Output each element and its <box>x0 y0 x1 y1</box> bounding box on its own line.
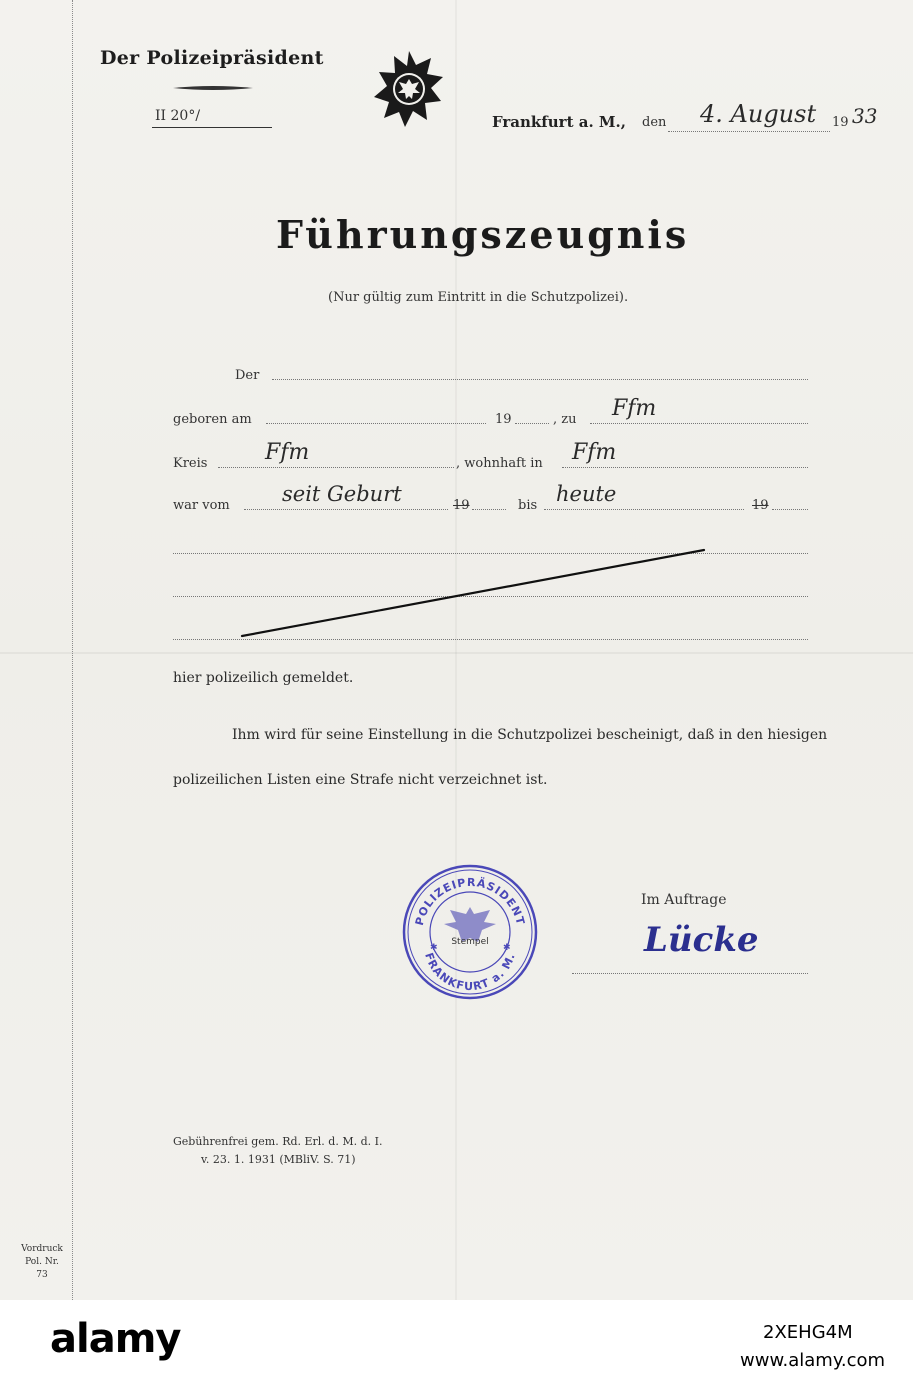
signature-dotted-line <box>572 973 808 974</box>
fee-note-line-1: Gebührenfrei gem. Rd. Erl. d. M. d. I. <box>173 1135 383 1148</box>
bis-value: heute <box>556 482 617 506</box>
image-id: 2XEHG4M <box>763 1322 853 1343</box>
registered-text: hier polizeilich gemeldet. <box>173 670 354 686</box>
wohnhaft-value: Ffm <box>572 440 617 465</box>
year-2-dotted-line <box>772 509 808 510</box>
born-date-dotted-line <box>266 423 486 424</box>
on-behalf-label: Im Auftrage <box>641 892 727 908</box>
fold-line-vertical <box>455 0 457 1300</box>
wohnhaft-dotted-line <box>562 467 808 468</box>
zu-label: , zu <box>553 412 577 427</box>
war-vom-dotted-line <box>244 509 448 510</box>
form-number-line-2: Pol. Nr. 73 <box>25 1257 59 1280</box>
certification-line-1: Ihm wird für seine Einstellung in die Schutzpolizei bescheinigt, daß in den hiesigen <box>232 727 828 743</box>
war-vom-value: seit Geburt <box>282 482 402 506</box>
bis-label: bis <box>518 498 538 513</box>
signature: Lücke <box>644 920 759 960</box>
kreis-value: Ffm <box>265 440 310 465</box>
form-number-line-1: Vordruck <box>21 1244 63 1254</box>
svg-text:✱: ✱ <box>503 943 511 953</box>
zu-dotted-line <box>590 423 808 424</box>
name-dotted-line <box>272 379 808 380</box>
stamp-center-text: Stempel <box>451 937 489 947</box>
bis-dotted-line <box>544 509 744 510</box>
kreis-dotted-line <box>218 467 454 468</box>
year-2: 19 <box>752 498 769 513</box>
year-1: 19 <box>453 498 470 513</box>
wohnhaft-label: , wohnhaft in <box>456 456 543 471</box>
stamp-bottom-text: FRANKFURT a. M. <box>422 951 518 994</box>
war-vom-label: war vom <box>173 498 230 513</box>
born-year: 19 <box>495 412 512 427</box>
ornament-rule <box>173 85 253 91</box>
document-title: Führungszeugnis <box>276 212 690 257</box>
date-prefix: den <box>642 115 667 130</box>
born-year-dotted-line <box>515 423 549 424</box>
alamy-logo: alamy <box>50 1316 181 1362</box>
date-dotted-line <box>668 131 830 132</box>
issuing-authority: Der Polizeipräsident <box>100 47 324 69</box>
strike-through-line <box>238 546 708 641</box>
date-handwritten: 4. August <box>700 100 817 128</box>
form-number <box>18 1243 66 1282</box>
der-label: Der <box>235 368 260 383</box>
alamy-url: www.alamy.com <box>740 1350 886 1371</box>
certification-line-2: polizeilichen Listen eine Strafe nicht verzeichnet ist. <box>173 772 548 788</box>
police-star-emblem-icon <box>373 49 445 129</box>
fee-note-line-2: v. 23. 1. 1931 (MBliV. S. 71) <box>201 1153 356 1166</box>
reference-number: II 20°/ <box>155 108 201 124</box>
document-subtitle: (Nur gültig zum Eintritt in die Schutzpolizei). <box>328 290 629 305</box>
born-label: geboren am <box>173 412 252 427</box>
kreis-label: Kreis <box>173 456 208 471</box>
year-handwritten: 33 <box>852 104 878 128</box>
stamp-top-text: POLIZEIPRÄSIDENT <box>412 875 528 927</box>
reference-underline <box>152 127 272 128</box>
place-label: Frankfurt a. M., <box>492 113 626 131</box>
year-printed: 19 <box>832 115 849 130</box>
official-stamp <box>400 862 540 1002</box>
zu-value: Ffm <box>612 396 657 421</box>
margin-line <box>72 0 73 1300</box>
svg-text:✱: ✱ <box>430 943 438 953</box>
year-1-dotted-line <box>472 509 506 510</box>
